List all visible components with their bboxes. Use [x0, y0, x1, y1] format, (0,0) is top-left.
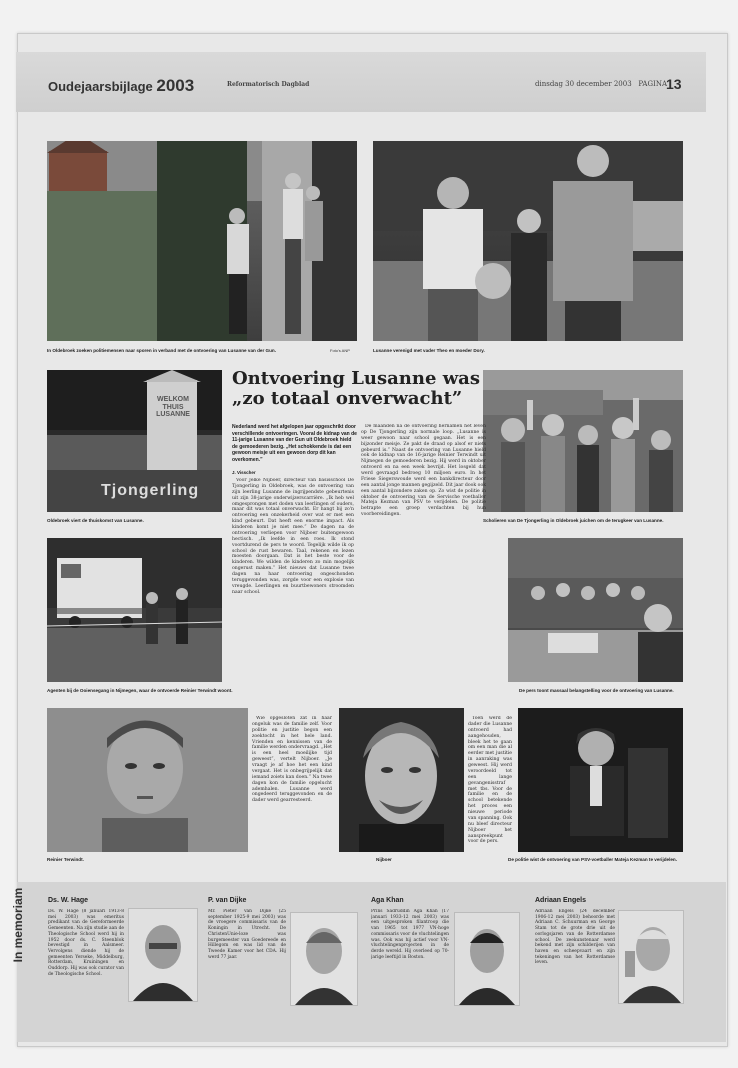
article-byline: J. Visscher — [232, 470, 256, 475]
page-label: PAGINA — [638, 80, 668, 88]
article-column-2 — [252, 716, 332, 866]
obituary-text: Prins Sadruddin Aga Khan (17 januari 1933-12 mei 2003) was een uitgesproken filantroop die van 1965 tot 1977 VN-hoge commissaris voor de vluchtelingen was. Ook was hij actief voor VN-vluchtelingenprojecten in de derde wereld. Hij overleed op 70-jarige leeftijd in Boston. — [371, 909, 449, 960]
page-number: 13 — [666, 76, 682, 92]
obituary-portrait — [454, 912, 520, 1006]
article-column-1 — [232, 478, 354, 708]
obituary-text: Ds. W. Hage (8 januari 1913-8 mei 2003) was emeritus predikant van de Gereformeerde Gemeenten. Na zijn studie aan de Theologische School werd hij in 1952 door ds. C. Steenblok bevestigd in Aalsmeer. Vervolgens diende hij de gemeenten Yerseke, Middelburg, Rotterdam, Kruiningen en Ouddorp. Hij was ook curator van de Theologische School. — [48, 909, 124, 977]
obituary-name: P. van Dijke — [208, 897, 247, 904]
page-date — [535, 80, 667, 88]
photo-police-van — [47, 538, 222, 682]
school-sign-text: Tjongerling — [101, 482, 200, 499]
article-text-4: Toen werd de dader die Lusanne ontvoerd had aangehouden, bleek het te gaan om een man die al eerder met justitie in aanraking was geweest. Hij werd veroordeeld tot een lange gevangenisstraf met tbs. Voor de familie en de school betekende het proces een nieuwe periode van spanning. Ook nu bleef directeur Nijboer het aanspreekpunt voor de pers. — [468, 716, 512, 845]
obituary-portrait — [618, 910, 684, 1004]
section-year: 2003 — [156, 76, 195, 95]
photo-reinier-terwindt — [47, 708, 248, 852]
photo-pupils-cheering — [483, 370, 683, 512]
welcome-sign-text: WELKOM THUIS LUSANNE — [156, 396, 190, 419]
section-title — [48, 76, 194, 96]
photo-caption-kezman: De politie wist de ontvoering van PSV-voetballer Mateja Kezman te verijdelen. — [508, 857, 677, 862]
photo-caption-reunited: Lusanne verenigd met vader Theo en moeder Dory. — [373, 348, 485, 353]
obituary-text: Mr. Pieter van Dijke (25 september 1925-9 mei 2003) was de vroegere commissaris van de Koningin in Utrecht. De ChristenUnie-loze was burgemeester van Goedereede en Hillegom en was lid van de Tweede Kamer voor het CDA. Hij werd 77 jaar. — [208, 909, 286, 960]
photo-caption-pupils: Scholieren van De Tjongerling in Oldebroek juichen om de terugkeer van Lusanne. — [483, 518, 664, 523]
article-headline: Ontvoering Lusanne was „zo totaal onverwacht” — [232, 368, 480, 410]
photo-nijboer — [339, 708, 464, 852]
obituary-portrait — [128, 908, 198, 1002]
section-name: Oudejaarsbijlage — [48, 79, 153, 94]
obituary-name: Ds. W. Hage — [48, 897, 89, 904]
photo-caption-press: De pers toont massaal belangstelling voor de ontvoering van Lusanne. — [519, 688, 674, 693]
photo-lusanne-reunited — [373, 141, 683, 341]
in-memoriam-text: In memoriam — [11, 887, 25, 963]
article-column-3 — [361, 424, 486, 708]
article-intro: Nederland werd het afgelopen jaar opgeschrikt door verschillende ontvoeringen. Vooral de kidnap van de 11-jarige Lusanne van der Gun uit Oldebroek hield de gemoederen bezig. „Het schokkende is dat een gewoon meisje uit een gewoon dorp dit kan overkomen.” — [232, 424, 357, 463]
photo-caption-nijboer: Nijboer — [376, 857, 392, 862]
photo-credit: Foto's ANP — [330, 348, 350, 353]
obituary-text: Adriaan Engels (24 december 1906-12 mei 2003) behoorde met Adriaan C. Schuurman en George Stam tot de grote drie uit de oorlogsjaren van de Rotterdamse school. De zeekunstenaar werd bekend met zijn schilderijen van haven en scheepvaart en zijn tekeningen van het Rotterdamse leven. — [535, 909, 615, 966]
in-memoriam-label — [6, 880, 30, 980]
photo-press-conference — [508, 538, 683, 682]
photo-caption-welcome: Oldebroek viert de thuiskomst van Lusanne. — [47, 518, 144, 523]
photo-welcome-sign — [47, 370, 222, 512]
article-column-4 — [468, 716, 512, 866]
obituary-portrait — [290, 912, 358, 1006]
photo-kezman — [518, 708, 683, 852]
photo-caption-police: In Oldebroek zoeken politiemensen naar sporen in verband met de ontvoering van Lusanne van der Gun. — [47, 348, 276, 353]
photo-police-search — [47, 141, 357, 341]
date-text: dinsdag 30 december 2003 — [535, 80, 632, 88]
article-text-2: Wie opgesloten zat in haar ongeluk was de familie zelf. Voor politie en justitie begon een zoektocht in het hele land. Vrienden en kennissen van de familie werden ondervraagd. „Het is een heel moeilijke tijd geweest”, vertelt Nijboer. „Je vraagt je af hoe het een kind vergaat. Het is onbegrijpelijk dat iemand zoiets kan doen.” Na twee dagen kon de familie opgelucht ademhalen. Lusanne werd ongedeerd teruggevonden en de dader werd gearresteerd. — [252, 716, 332, 804]
obituary-name: Adriaan Engels — [535, 897, 586, 904]
paper-name: Reformatorisch Dagblad — [227, 81, 310, 88]
article-text-1: Voor Jelke Nijboer, directeur van basisschool De Tjongerling in Oldebroek, was de ontvoering van zijn leerling Lusanne de ingrijpendste gebeurtenis uit zijn 38-jarige onderwijzerscarrière. „Ik heb wel omgesprongen met doden van leerlingen of ouders, maar dit was totaal onverwacht. Er hangt bij zo'n ontvoering een onzekerheid over wat er met een kind gebeurt. Dat heeft een enorme impact. Als kinderen komt je niet mee.” De dagen na de ontvoering verliepen voor Nijboer buitengewoon hectisch. „Ik leefde in een roes. Ik stond voortdurend de pers te woord. Tegelijk wilde ik op school de rust bewaren. Taal, rekenen en lezen moesten doorgaan. Dat is het beste voor de kinderen. We wilden de kinderen zo min mogelijk ongerust maken.” Het nieuws dat Lusanne twee dagen na haar ontvoering ongeschonden teruggevonden was, zorgde voor een explosie van vreugde. Leerlingen en buurtbewoners stroomden naar school. — [232, 478, 354, 595]
article-text-3: De maanden na de ontvoering hernamen het leven op De Tjongerling zijn normale loop. „Lusanne is weer gewoon naar school gegaan. Het is een bijzonder meisje. Ze pakt de draad op alsof er niets gebeurd is.” Naast de ontvoering van Lusanne hield ook de kidnap van de 16-jarige Reinier Terwindt uit Nijmegen de gemoederen bezig. Hij werd in oktober ontvoerd en na een week bevrijd. Het losgeld dat werd gevraagd bedroeg 10 miljoen euro. In het Friese Siegerswoude werd een bankdirecteur door een aantal jonge mannen gegijzeld. Dit jaar dook ook een aantal bijzondere zaken op. Zo wist de politie in oktober de ontvoering van de Servische voetballer Mateja Kezman van PSV te verijdelen. De politie betrapte een groep verdachten bij hun voorbereidingen. — [361, 424, 486, 518]
photo-caption-reinier: Reinier Terwindt. — [47, 857, 84, 862]
photo-caption-police-van: Agenten bij de Ooiensegang in Nijmegen, waar de ontvoerde Reinier Terwindt woont. — [47, 688, 233, 693]
obituary-name: Aga Khan — [371, 897, 404, 904]
